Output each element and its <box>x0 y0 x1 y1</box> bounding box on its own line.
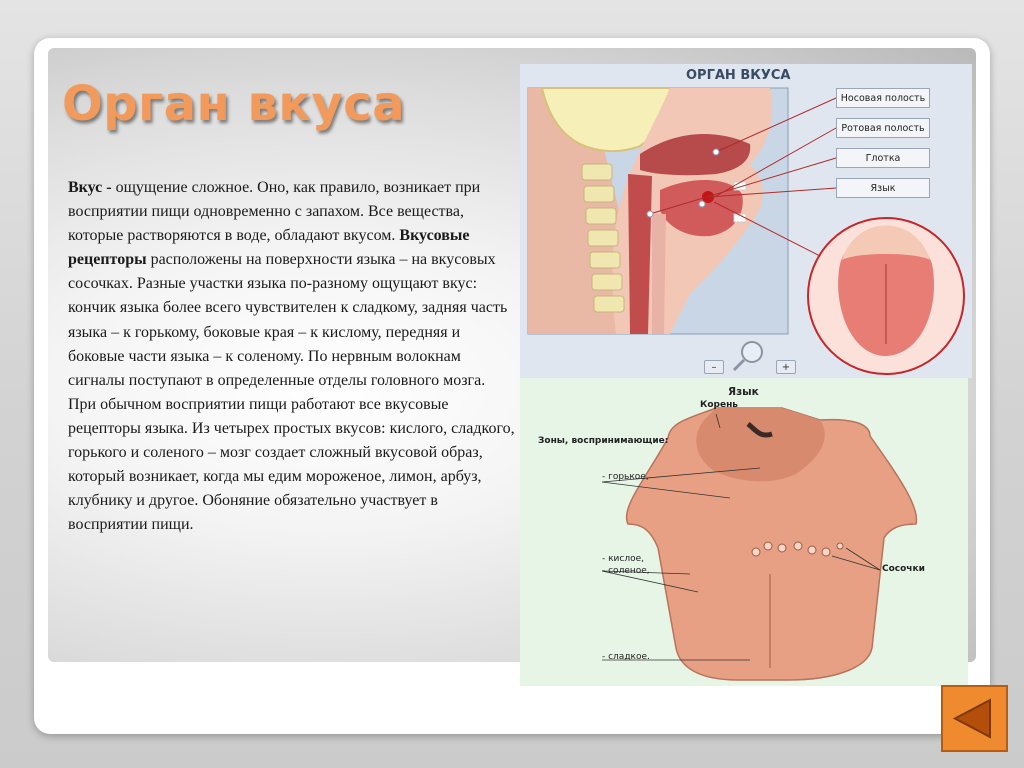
zone-sour: - кислое, <box>602 554 644 564</box>
zoom-in-button[interactable]: + <box>776 360 796 374</box>
triangle-left-icon <box>943 687 1006 750</box>
body-text <box>68 176 516 537</box>
label-nasal-cavity[interactable]: Носовая полость <box>836 88 930 108</box>
tongue-illustration <box>520 378 968 686</box>
head-section-figure <box>520 64 972 378</box>
zone-bitter: - горькое, <box>602 472 649 482</box>
label-pharynx[interactable]: Глотка <box>836 148 930 168</box>
label-zones: Зоны, воспринимающие: <box>538 436 669 446</box>
term-taste-receptors: Вкусовые рецепторы <box>68 227 470 269</box>
slide-title: Орган вкуса <box>62 76 406 132</box>
tongue-figure-title: Язык <box>728 386 759 398</box>
head-section-illustration <box>520 64 972 378</box>
zone-sweet: - сладкое. <box>602 652 650 662</box>
head-figure-title: ОРГАН ВКУСА <box>686 68 791 83</box>
back-button[interactable] <box>941 685 1008 752</box>
label-tongue[interactable]: Язык <box>836 178 930 198</box>
tongue-zones-figure <box>520 378 968 686</box>
term-taste: Вкус - <box>68 179 112 196</box>
label-root: Корень <box>700 400 738 410</box>
zone-salty: - соленое, <box>602 566 650 576</box>
zoom-out-button[interactable]: – <box>704 360 724 374</box>
label-oral-cavity[interactable]: Ротовая полость <box>836 118 930 138</box>
body-text-part-2: расположены на поверхности языка – на вкусовых сосочках. Разные участки языка по-разному ощущают вкус: кончик языка более всего чувствителен к сладкому, задняя часть языка – к горькому, боковые края – к кислому, передняя и боковые части языка – к соленому. По нервным волокнам сигналы поступают в определенные отделы головного мозга. При обычном восприятии пищи работают все вкусовые рецепторы языка. Из четырех простых вкусов: кислого, сладкого, горького и соленого – мозг создает сложный вкусовой образ, который возникает, когда мы едим мороженое, лимон, арбуз, клубнику и другое. Обоняние обязательно участвует в восприятии пищи. <box>68 251 515 534</box>
body-text-part-1: ощущение сложное. Оно, как правило, возникает при восприятии пищи одновременно с запахом. Все вещества, которые растворяются в воде, обладают вкусом. <box>68 179 481 245</box>
label-papillae: Сосочки <box>882 564 925 574</box>
